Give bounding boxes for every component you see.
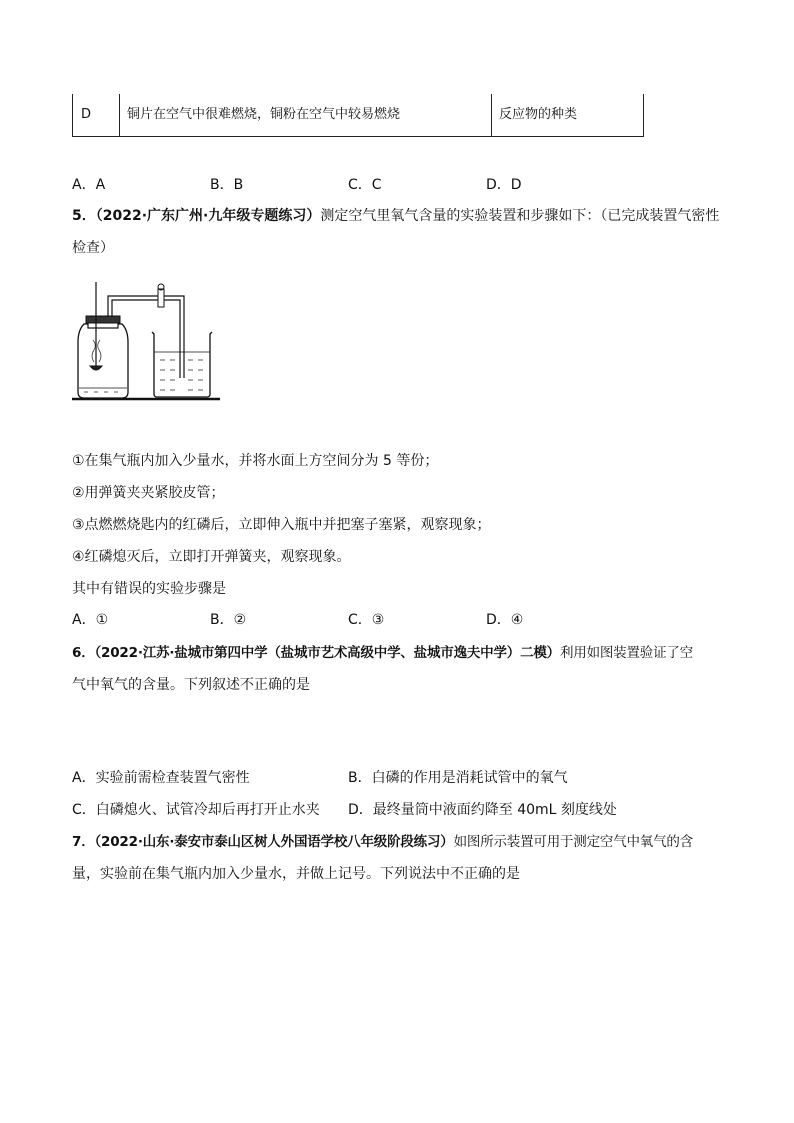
q5-step-1: ①在集气瓶内加入少量水，并将水面上方空间分为 5 等份； xyxy=(72,453,439,469)
q5-step-2: ②用弹簧夹夹紧胶皮管； xyxy=(72,485,225,501)
table-row-label: D xyxy=(81,107,92,122)
q7-source: （2022·山东·泰安市泰山区树人外国语学校八年级阶段练习） xyxy=(94,834,454,850)
q6-number: 6． xyxy=(72,645,95,661)
q6-option-a: A．实验前需检查装置气密性 xyxy=(72,770,250,786)
q5-stem-line2: 检查） xyxy=(72,240,114,256)
q5-option-a: A．① xyxy=(72,612,109,628)
q4-option-a: A．A xyxy=(72,177,106,193)
q6-option-c: C．白磷熄火、试管冷却后再打开止水夹 xyxy=(72,802,320,818)
q5-option-d: D．④ xyxy=(486,612,524,628)
q5-stem-text: 测定空气里氧气含量的实验装置和步骤如下：（已完成装置气密性 xyxy=(320,208,720,224)
q7-stem-text: 如图所示装置可用于测定空气中氧气的含 xyxy=(453,834,693,850)
q5-step-4: ④红磷熄灭后，立即打开弹簧夹，观察现象。 xyxy=(72,549,351,565)
q6-stem-line1 xyxy=(72,643,693,663)
q4-option-d: D．D xyxy=(486,177,522,193)
q7-stem-line2: 量，实验前在集气瓶内加入少量水，并做上记号。下列说法中不正确的是 xyxy=(72,866,520,882)
q6-source: （2022·江苏·盐城市第四中学（盐城市艺术高级中学、盐城市逸夫中学）二模） xyxy=(94,645,560,661)
q4-option-b: B．B xyxy=(210,177,244,193)
table-divider xyxy=(491,94,492,136)
oxygen-apparatus-figure xyxy=(70,268,222,404)
table-phenomenon-cell: 铜片在空气中很难燃烧，铜粉在空气中较易燃烧 xyxy=(127,107,401,122)
q5-option-c: C．③ xyxy=(348,612,385,628)
q4-option-c: C．C xyxy=(348,177,382,193)
q7-number: 7． xyxy=(72,834,95,850)
q7-stem-line1 xyxy=(72,832,693,852)
q6-stem-text: 利用如图装置验证了空 xyxy=(559,645,693,661)
q5-source: （2022·广东广州·九年级专题练习） xyxy=(95,208,321,224)
q5-question: 其中有错误的实验步骤是 xyxy=(72,581,226,597)
q6-option-b: B．白磷的作用是消耗试管中的氧气 xyxy=(348,770,568,786)
q5-step-3: ③点燃燃烧匙内的红磷后，立即伸入瓶中并把塞子塞紧，观察现象； xyxy=(72,517,491,533)
q5-number: 5． xyxy=(72,208,96,224)
q6-option-d: D．最终量筒中液面约降至 40mL 刻度线处 xyxy=(348,802,617,818)
table-factor-cell: 反应物的种类 xyxy=(499,107,578,122)
q6-stem-line2: 气中氧气的含量。下列叙述不正确的是 xyxy=(72,677,310,693)
answer-table xyxy=(72,94,644,137)
table-divider xyxy=(119,94,120,136)
q5-option-b: B．② xyxy=(210,612,247,628)
q5-stem-line1 xyxy=(72,206,719,226)
